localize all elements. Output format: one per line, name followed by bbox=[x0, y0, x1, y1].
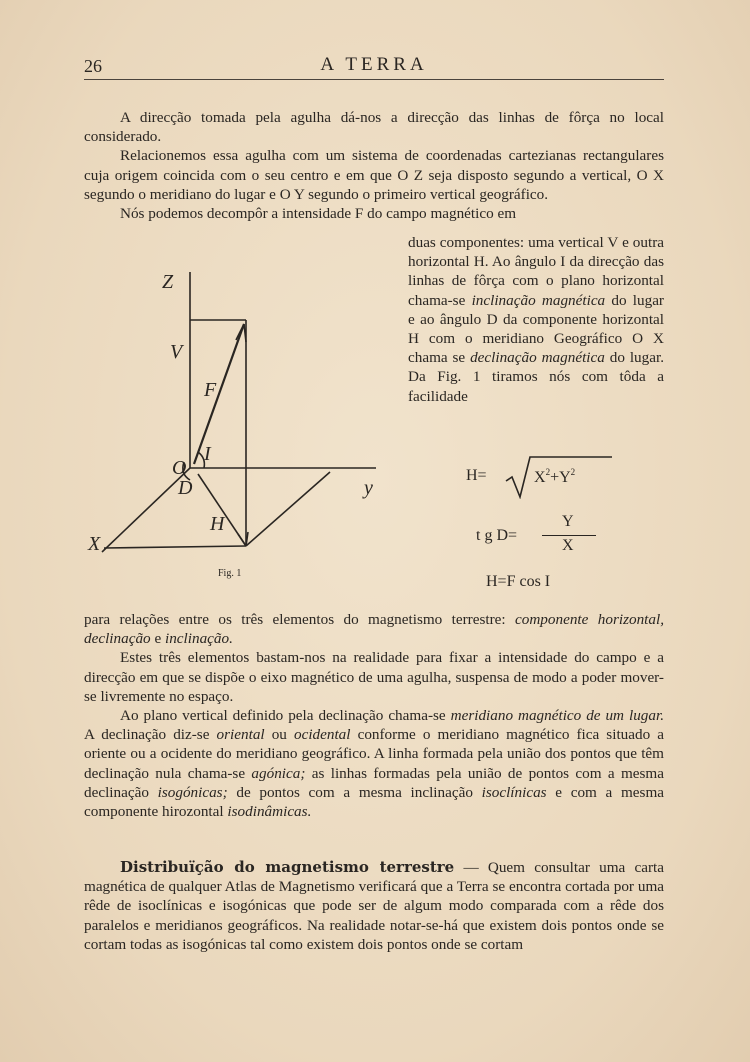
text-run: ou bbox=[264, 726, 294, 744]
paragraph bbox=[84, 858, 664, 954]
formula3: H=F cos I bbox=[486, 573, 551, 590]
parallel-line bbox=[246, 472, 330, 546]
z-label: Z bbox=[162, 271, 174, 293]
text-run: duas componentes: uma vertical V e outra horizontal H. Ao ângulo I da direcção das linhas de fôrça com o plano horizontal chama-se bbox=[408, 234, 664, 309]
term-italic: componente horizontal, declinação bbox=[84, 611, 664, 648]
figure-caption: Fig. 1 bbox=[218, 568, 242, 579]
text-run: do lugar. Da Fig. 1 tiramos nós com tôda a facilidade bbox=[408, 349, 664, 405]
fraction-bar bbox=[542, 535, 596, 536]
term-italic: inclinação magnética bbox=[471, 291, 606, 309]
header-rule bbox=[84, 79, 664, 80]
term-italic: isoclínicas bbox=[481, 783, 547, 801]
formulas bbox=[408, 445, 664, 595]
term-italic: oriental bbox=[216, 726, 265, 744]
formula2-denominator: X bbox=[562, 537, 574, 554]
exponent: 2 bbox=[570, 467, 576, 477]
text-run: para relações entre os três elementos do magnetismo terrestre: bbox=[84, 611, 515, 628]
running-head: A TERRA bbox=[320, 54, 428, 75]
term-italic: declinação magnética bbox=[470, 349, 605, 367]
o-label: O bbox=[172, 457, 187, 479]
x-label: X bbox=[88, 533, 101, 555]
formula-x: X bbox=[534, 469, 546, 486]
page-number: 26 bbox=[84, 56, 102, 76]
paragraph bbox=[84, 610, 664, 648]
paragraph: A direcção tomada pela agulha dá-nos a direcção das linhas de fôrça no local considerado. bbox=[84, 109, 664, 146]
text-run: de pontos com a mesma inclinação bbox=[227, 783, 482, 801]
d-label: D bbox=[178, 477, 193, 499]
term-italic: meridiano magnético de um lugar. bbox=[450, 707, 664, 725]
paragraph: Nós podemos decompôr a intensidade F do campo magnético em bbox=[120, 205, 517, 223]
paragraph: Relacionemos essa agulha com um sistema de coordenadas cartezianas rectangulares cuja origem coincida com o seu centro e em que O Z seja disposto segundo a vertical, O X segundo o meridiano do lugar e O Y segundo o primeiro vertical geográfico. bbox=[84, 147, 664, 203]
text-run: A declinação diz-se bbox=[84, 726, 217, 744]
term-italic: agónica; bbox=[251, 764, 306, 782]
x-axis bbox=[102, 468, 190, 552]
formula2-numerator: Y bbox=[562, 513, 574, 530]
term-italic: isodinâmicas. bbox=[227, 803, 312, 821]
text-run: — Quem consultar uma carta magnética de qualquer Atlas de Magnetismo verificará que a Terra se encontra cortada por uma rêde de isoclínicas e isogónicas que pode ser de algum modo comparada com a rêde dos paralelos e meridianos geográficos. Na realidade notar-se-há que existem dois pontos onde se cortam todas as isogónicas tal como existem dois pontos onde se cortam bbox=[84, 859, 664, 953]
text-run: conforme o meridiano magnético fica situado a oriente ou a ocidente do meridiano geográfico. A linha formada pela união dos pontos que têm declinação nula chama-se bbox=[84, 726, 664, 782]
formula1-radicand bbox=[534, 467, 575, 487]
exponent: 2 bbox=[545, 467, 551, 477]
intro-paragraphs bbox=[84, 108, 664, 223]
text-run: do lugar e ao ângulo D da componente horizontal H com o meridiano Geográfico O X chama se bbox=[408, 291, 664, 367]
paragraph: Estes três elementos bastam-nos na realidade para fixar a intensidade do campo e a direcção em que se dispõe o eixo magnético de uma agulha, suspensa de modo a poder mover-se livremente no espaço. bbox=[84, 649, 664, 705]
page-header bbox=[84, 54, 664, 80]
formula1-lhs: H= bbox=[466, 467, 487, 484]
f-label: F bbox=[204, 379, 217, 401]
section-heading: Distribuïção do magnetismo terrestre bbox=[120, 858, 455, 876]
h-baseline bbox=[104, 546, 246, 548]
y-label: y bbox=[364, 477, 373, 499]
text-run: e bbox=[150, 630, 165, 648]
paragraph bbox=[84, 706, 664, 821]
i-label: I bbox=[204, 443, 211, 465]
term-italic: isogónicas; bbox=[157, 783, 228, 801]
body-paragraphs bbox=[84, 610, 664, 821]
f-vector bbox=[194, 324, 244, 464]
figure-1-diagram bbox=[84, 262, 400, 582]
right-column-text bbox=[408, 233, 664, 406]
formula2-lhs: t g D= bbox=[476, 527, 518, 544]
term-italic: ocidental bbox=[293, 726, 351, 744]
section-paragraph bbox=[84, 858, 664, 954]
formula-plus-y: +Y bbox=[550, 469, 571, 486]
text-run: Ao plano vertical definido pela declinação chama-se bbox=[120, 707, 451, 725]
text-run: as linhas formadas pela união de pontos com a mesma declinação bbox=[84, 764, 664, 801]
text-run: e com a mesma componente hirozontal bbox=[84, 783, 664, 821]
term-italic: inclinação. bbox=[164, 630, 233, 648]
v-label: V bbox=[170, 341, 183, 363]
h-label: H bbox=[210, 513, 225, 535]
